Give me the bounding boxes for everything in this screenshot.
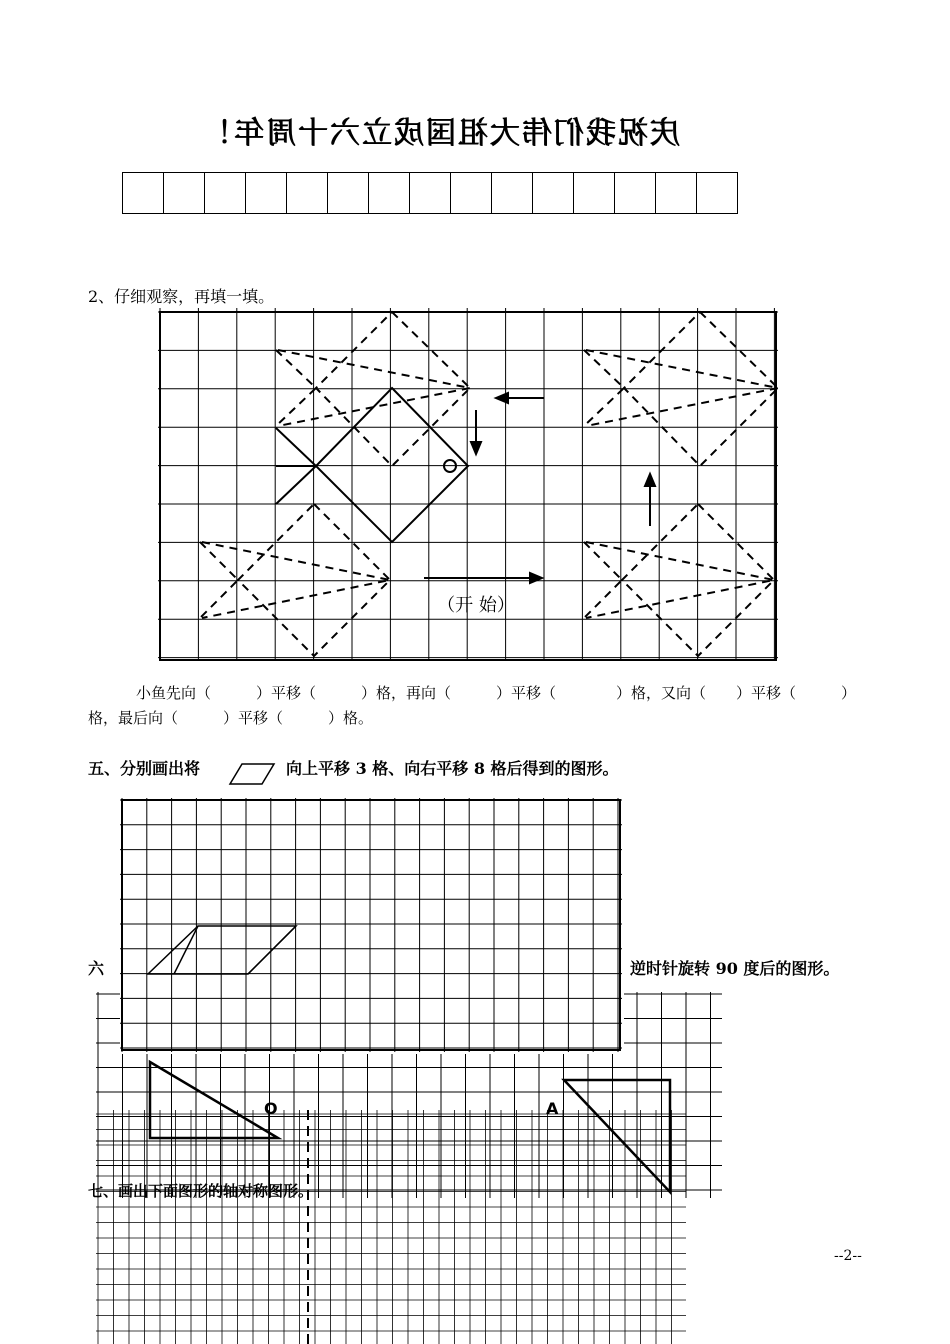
page-title: 庆祝我们伟大祖国成立六十周年！ bbox=[200, 116, 680, 151]
q6-heading-end: 逆时针旋转 90 度后的图形。 bbox=[630, 959, 840, 978]
answer-box[interactable] bbox=[368, 172, 410, 214]
triangle-a bbox=[564, 1080, 670, 1192]
q5-heading-pre: 五、分别画出将 bbox=[88, 759, 201, 778]
triangle-o bbox=[150, 1062, 278, 1138]
answer-box[interactable] bbox=[286, 172, 328, 214]
answer-box[interactable] bbox=[409, 172, 451, 214]
q2-fish-grid bbox=[158, 308, 780, 664]
answer-box[interactable] bbox=[163, 172, 205, 214]
answer-box[interactable] bbox=[696, 172, 738, 214]
page-number: --2-- bbox=[834, 1248, 862, 1264]
q5-heading-post: 向上平移 3 格、向右平移 8 格后得到的图形。 bbox=[286, 759, 619, 778]
arrow-start-right-head bbox=[530, 573, 542, 583]
answer-box[interactable] bbox=[204, 172, 246, 214]
answer-box[interactable] bbox=[491, 172, 533, 214]
answer-box[interactable] bbox=[655, 172, 697, 214]
start-label: （开 始） bbox=[437, 595, 515, 616]
point-o-label: O bbox=[264, 1099, 278, 1118]
q2-sentence-line2: 格，最后向（ ）平移（ ）格。 bbox=[88, 709, 374, 727]
q5-translation-grid bbox=[120, 798, 624, 1054]
answer-box[interactable] bbox=[450, 172, 492, 214]
solid-fish-shape bbox=[276, 388, 468, 542]
answer-box[interactable] bbox=[573, 172, 615, 214]
answer-box[interactable] bbox=[245, 172, 287, 214]
parallelogram-icon bbox=[228, 762, 276, 786]
answer-box[interactable] bbox=[122, 172, 164, 214]
arrow-up-head bbox=[645, 474, 655, 486]
arrow-left-head bbox=[496, 393, 508, 403]
arrow-down-head bbox=[471, 442, 481, 454]
q6-heading-start: 六 bbox=[88, 959, 105, 978]
answer-box[interactable] bbox=[532, 172, 574, 214]
answer-box[interactable] bbox=[327, 172, 369, 214]
q2-sentence-line1: 小鱼先向（ ）平移（ ）格，再向（ ）平移（ ）格，又向（ ）平移（ ） bbox=[136, 684, 857, 702]
answer-boxes bbox=[122, 172, 737, 214]
q2-heading: 2、仔细观察，再填一填。 bbox=[88, 287, 275, 306]
answer-box[interactable] bbox=[614, 172, 656, 214]
point-a-label: A bbox=[546, 1099, 559, 1118]
q7-heading: 七、画出下面图形的轴对称图形。 bbox=[88, 1182, 314, 1200]
